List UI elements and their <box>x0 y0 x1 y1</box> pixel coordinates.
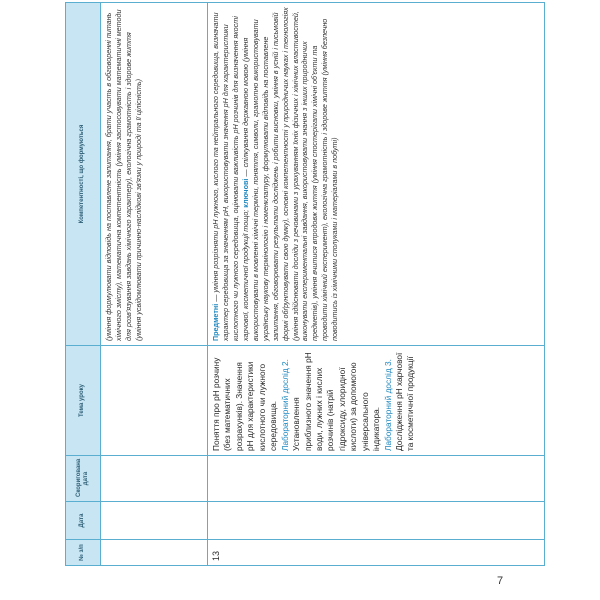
cell-date-13 <box>208 502 545 540</box>
cell-topic-13 <box>208 346 545 456</box>
curriculum-table <box>65 2 545 566</box>
lab-experiment-2-label: Лабораторний дослід 2. <box>279 359 290 451</box>
cell-adjusted-date-empty <box>101 456 208 502</box>
header-row <box>66 3 101 566</box>
subject-competencies-text: — уміння розрізняти pH лужного, кислого та нейтрального середовища, визначати характер середовища за значенням pH, використовувати значення pH для характеристики кислотного чи лужного середовища, оцінювати важливість pH розчинів для визначення якості харчової, косметичної продукції тощо; <box>211 12 250 341</box>
subject-competencies-label: Предметні <box>211 303 220 341</box>
cell-topic-empty <box>101 346 208 456</box>
header-date: Дата <box>66 502 101 540</box>
cell-num-empty <box>101 540 208 566</box>
table-row-continued <box>101 3 208 566</box>
cell-date-empty <box>101 502 208 540</box>
page-number: 7 <box>497 575 504 587</box>
topic-intro: Поняття про pH розчину (без математичних розрахунків). Значення pH для характеристики кислотного чи лужного середовища. <box>211 357 279 451</box>
cell-num-13: 13 <box>208 540 545 566</box>
lab-experiment-3-label: Лабораторний дослід 3. <box>382 359 393 451</box>
cell-adjusted-date-13 <box>208 456 545 502</box>
key-competencies-label: ключові <box>240 178 250 208</box>
curriculum-table-region <box>65 3 530 566</box>
lab-experiment-2-text: Установлення приблизного значення pH води, лужних і кислих розчинів (натрій гідроксиду, хлоридної кислоти) за допомогою універсального індикатора. <box>291 352 382 451</box>
table-row-13 <box>208 3 545 566</box>
rotated-table-frame <box>65 3 530 566</box>
cell-competencies-13 <box>208 3 545 346</box>
lab-experiment-3-text: Дослідження pH харчової та косметичної продукції <box>394 352 416 451</box>
key-competencies-text: — спілкування державною мовою (уміння використовувати в мовленні хімічні терміни, поняття, символи, грамотно використовувати українську наукову термінологію і номенклатуру, формулювати відповідь на поставлене запитання, обговорювати результати досліджень і робити висновки, уміння в усній і письмовій формі обґрунтовувати свою думку), основні компетентності у природничих науках і технологіях (уміння здійснювати досліди з речовинами з урахуванням їхніх фізичних і хімічних властивостей, виконувати експериментальні завдання, використовувати знання з інших природничих предметів), уміння вчитися впродовж життя (уміння спостерігати хімічні об'єкти та проводити хімічний експеримент), екологічна грамотність і здорове життя (уміння безпечно поводитись із хімічними сполуками і матеріалами в побуті) <box>240 7 340 341</box>
header-adjusted-date: Скоригована дата <box>66 456 101 502</box>
header-num: № з/п <box>66 540 101 566</box>
cell-competencies-continued: (уміння формулювати відповідь на поставлене запитання, брати участь в обговоренні питань хімічного змісту), математична компетентність (уміння застосовувати математичні методи для розв'язування завдань хімічного характеру), екологічна грамотність і здорове життя (уміння усвідомлювати причинно-наслідкові зв'язки у природі та її цілісність) <box>101 3 208 346</box>
header-topic: Тема уроку <box>66 346 101 456</box>
header-competencies: Компетентності, що формуються <box>66 3 101 346</box>
